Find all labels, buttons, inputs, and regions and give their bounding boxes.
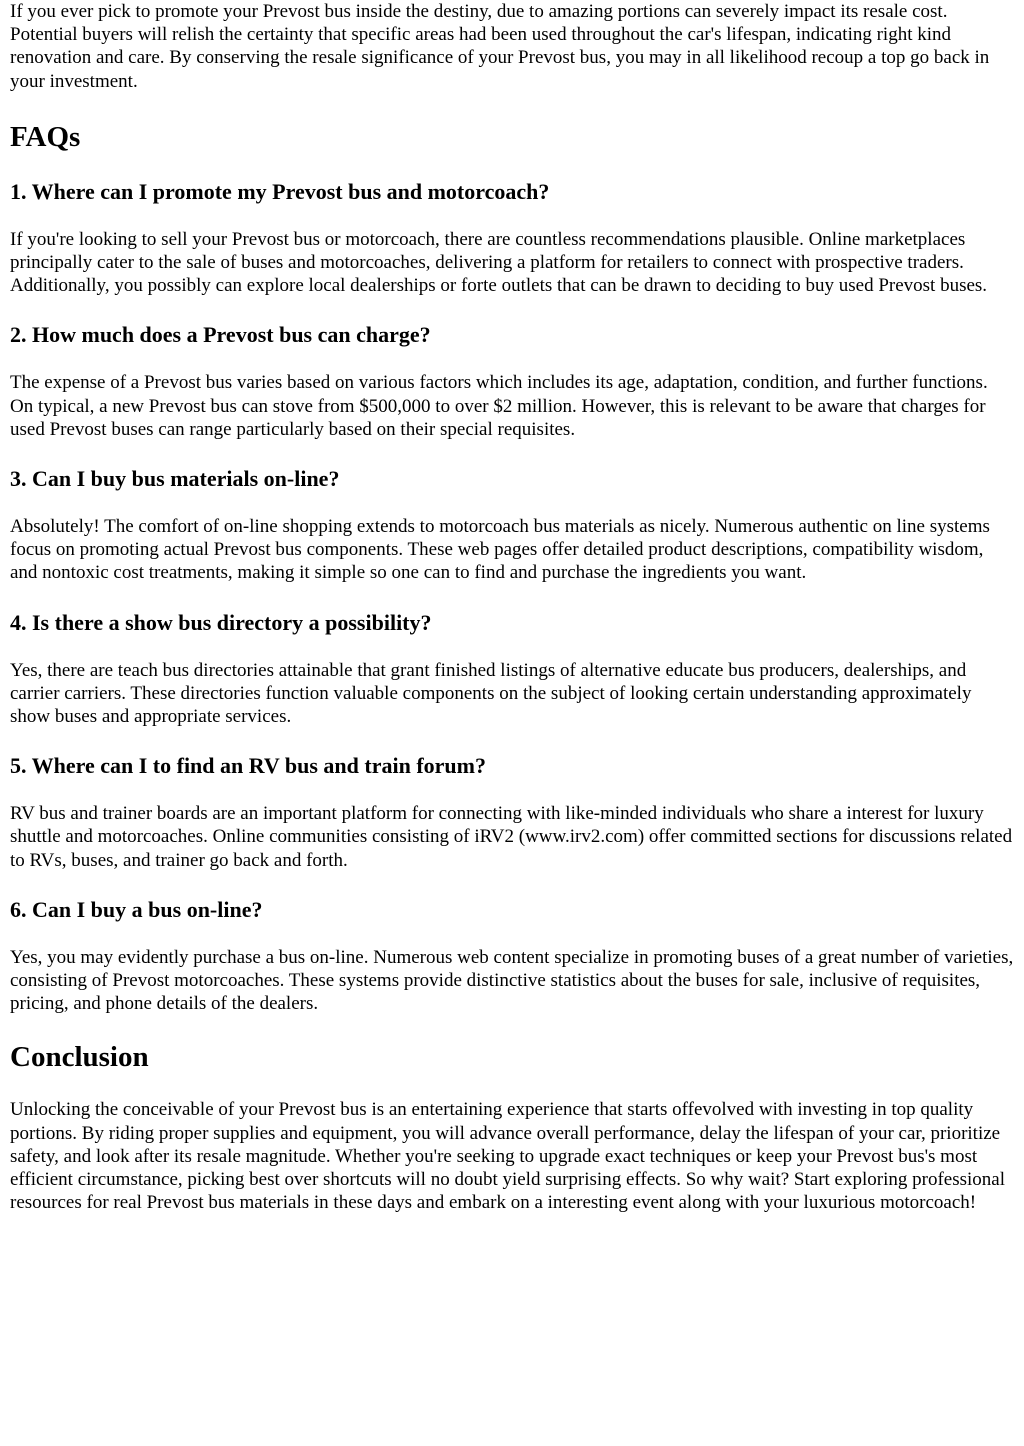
faq-answer-3: Absolutely! The comfort of on-line shopping extends to motorcoach bus materials as nicely. Numerous authentic on line systems focus on promoting actual Prevost bus components. These web pages offer detailed product descriptions, compatibility wisdom, and nontoxic cost treatments, making it simple so one can to find and purchase the ingredients you want. [10, 516, 990, 584]
faq-answer-4: Yes, there are teach bus directories attainable that grant finished listings of alternative educate bus producers, dealerships, and carrier carriers. These directories function valuable components on the subject of looking certain understanding approximately show buses and appropriate services. [10, 659, 972, 728]
faq-question-3: 3. Can I buy bus materials on-line? [10, 466, 340, 492]
faq-answer-1: If you're looking to sell your Prevost bus or motorcoach, there are countless recommendations plausible. Online marketplaces principally cater to the sale of buses and motorcoaches, delivering a platform for retailers to connect with prospective traders. Additionally, you possibly can explore local dealerships or forte outlets that can be drawn to deciding to buy used Prevost buses. [10, 228, 988, 297]
conclusion-heading: Conclusion [10, 1041, 149, 1074]
faqs-heading: FAQs [10, 120, 81, 153]
faq-question-1: 1. Where can I promote my Prevost bus and motorcoach? [10, 178, 550, 204]
faq-answer-2: The expense of a Prevost bus varies based on various factors which includes its age, adaptation, condition, and further functions. On typical, a new Prevost bus can stove from $500,000 to over $2 million. However, this is relevant to be aware that charges for used Prevost buses can range particularly based on their special requisites. [10, 372, 988, 440]
intro-paragraph: If you ever pick to promote your Prevost bus inside the destiny, due to amazing portions can severely impact its resale cost. Potential buyers will relish the certainty that specific areas had been used throughout the car's lifespan, indicating right kind renovation and care. By conserving the resale significance of your Prevost bus, you may in all likelihood recoup a top go back in your investment. [10, 1, 990, 92]
faq-question-2: 2. How much does a Prevost bus can charge? [10, 322, 431, 348]
conclusion-paragraph: Unlocking the conceivable of your Prevost bus is an entertaining experience that starts offevolved with investing in top quality portions. By riding proper supplies and equipment, you will advance overall performance, delay the lifespan of your car, prioritize safety, and look after its resale magnitude. Whether you're seeking to upgrade exact techniques or keep your Prevost bus's most efficient circumstance, picking best over shortcuts will no doubt yield surprising effects. So why wait? Start exploring professional resources for real Prevost bus materials in these days and embark on a interesting event along with your luxurious motorcoach! [10, 1099, 1005, 1214]
faq-answer-5: RV bus and trainer boards are an important platform for connecting with like-minded individuals who share a interest for luxury shuttle and motorcoaches. Online communities consisting of iRV2 (www.irv2.com) offer committed sections for discussions related to RVs, buses, and trainer go back and forth. [10, 803, 1013, 871]
faq-question-5: 5. Where can I to find an RV bus and train forum? [10, 753, 486, 779]
faq-question-6: 6. Can I buy a bus on-line? [10, 896, 263, 922]
faq-question-4: 4. Is there a show bus directory a possibility? [10, 609, 432, 635]
faq-answer-6: Yes, you may evidently purchase a bus on-line. Numerous web content specialize in promoting buses of a great number of varieties, consisting of Prevost motorcoaches. These systems provide distinctive statistics about the buses for sale, inclusive of requisites, pricing, and phone details of the dealers. [10, 946, 1014, 1015]
